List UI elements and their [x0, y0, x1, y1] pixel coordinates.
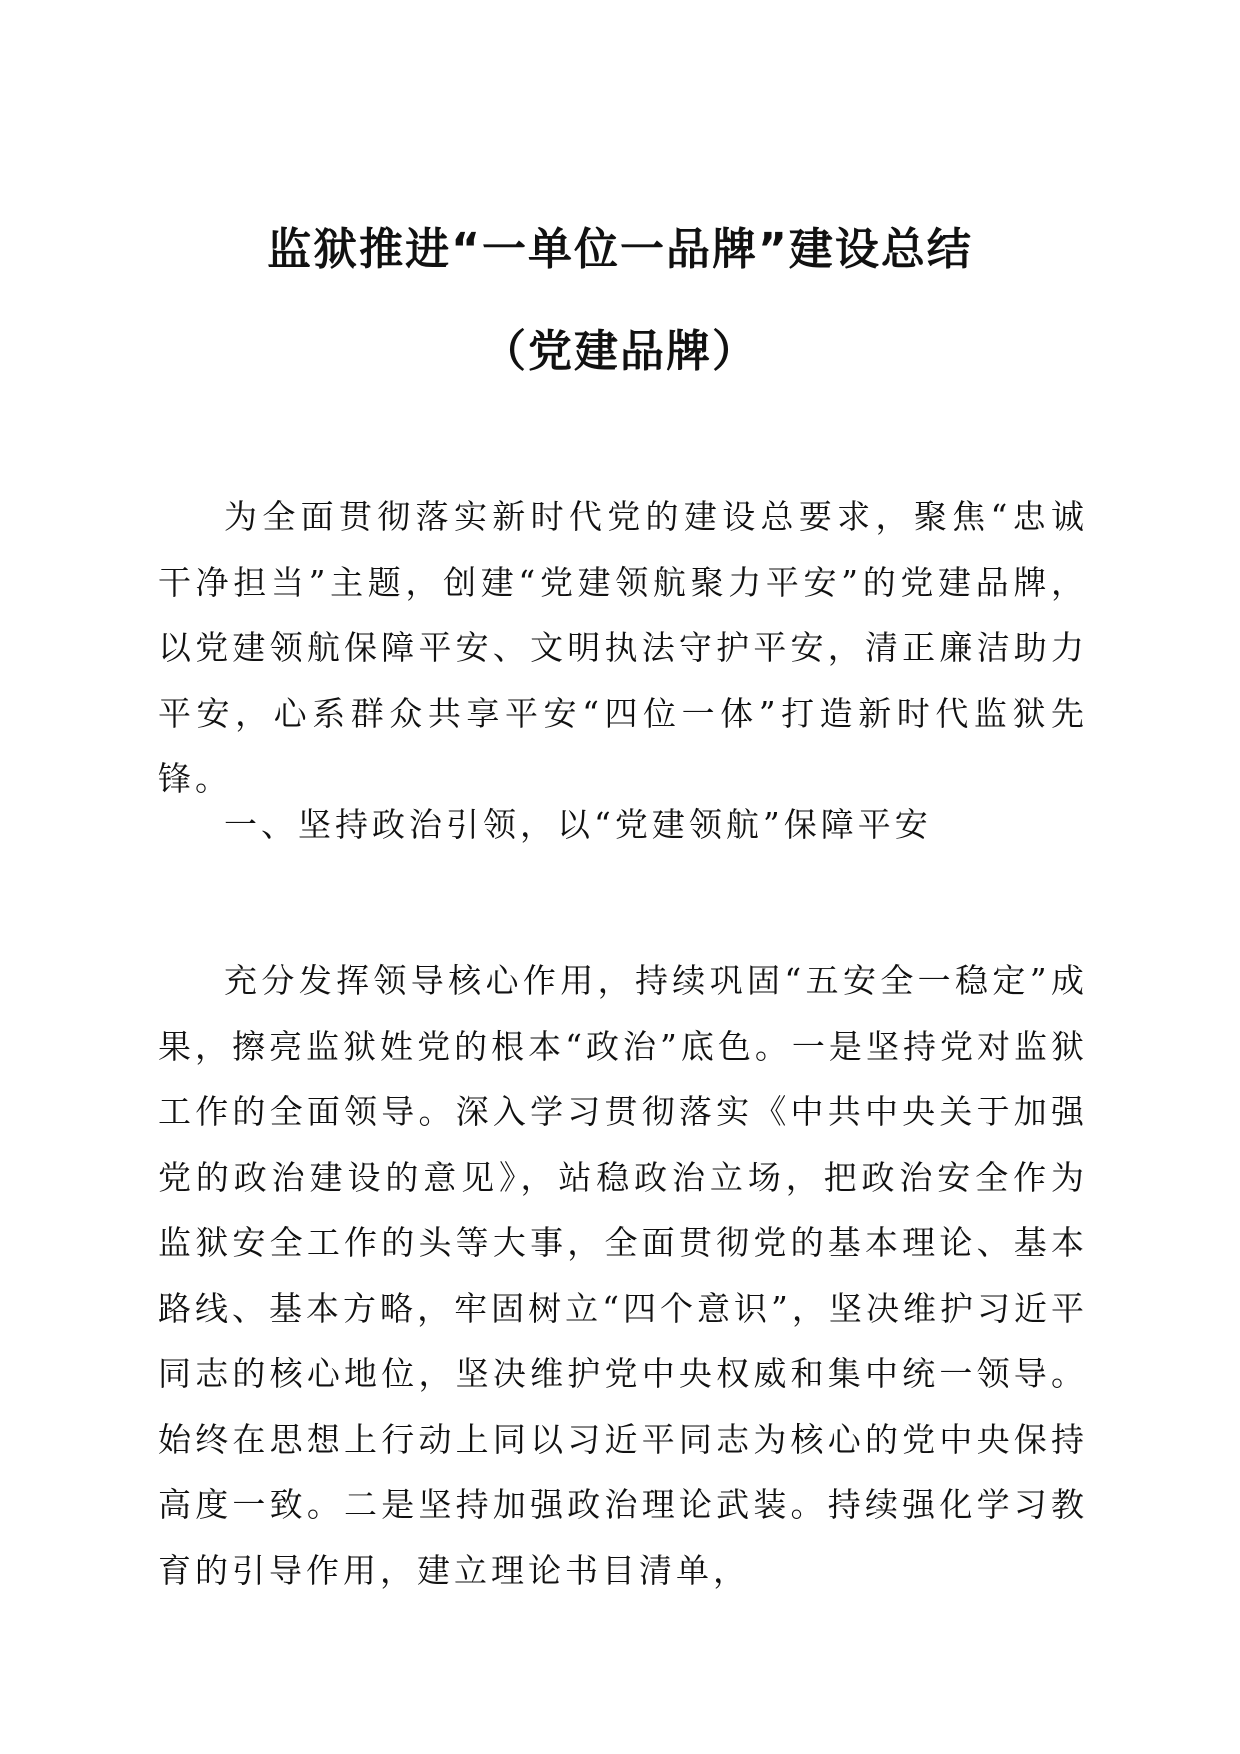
document-subtitle: （党建品牌）: [482, 326, 758, 377]
intro-paragraph: 为全面贯彻落实新时代党的建设总要求，聚焦“忠诚干净担当”主题，创建“党建领航聚力平安”的党建品牌，以党建领航保障平安、文明执法守护平安，清正廉洁助力平安，心系群众共享平安“四位一体”打造新时代监狱先锋。: [158, 497, 1088, 798]
section-1-paragraph: 充分发挥领导核心作用，持续巩固“五安全一稳定”成果，擦亮监狱姓党的根本“政治”底色。一是坚持党对监狱工作的全面领导。深入学习贯彻落实《中共中央关于加强党的政治建设的意见》，站稳政治立场，把政治安全作为监狱安全工作的头等大事，全面贯彻党的基本理论、基本路线、基本方略，牢固树立“四个意识”，坚决维护习近平同志的核心地位，坚决维护党中央权威和集中统一领导。始终在思想上行动上同以习近平同志为核心的党中央保持高度一致。二是坚持加强政治理论武装。持续强化学习教育的引导作用，建立理论书目清单，: [158, 961, 1088, 1590]
section-1-heading: 一、坚持政治引领，以“党建领航”保障平安: [224, 805, 932, 844]
document-title: 监狱推进“一单位一品牌”建设总结: [267, 224, 973, 275]
